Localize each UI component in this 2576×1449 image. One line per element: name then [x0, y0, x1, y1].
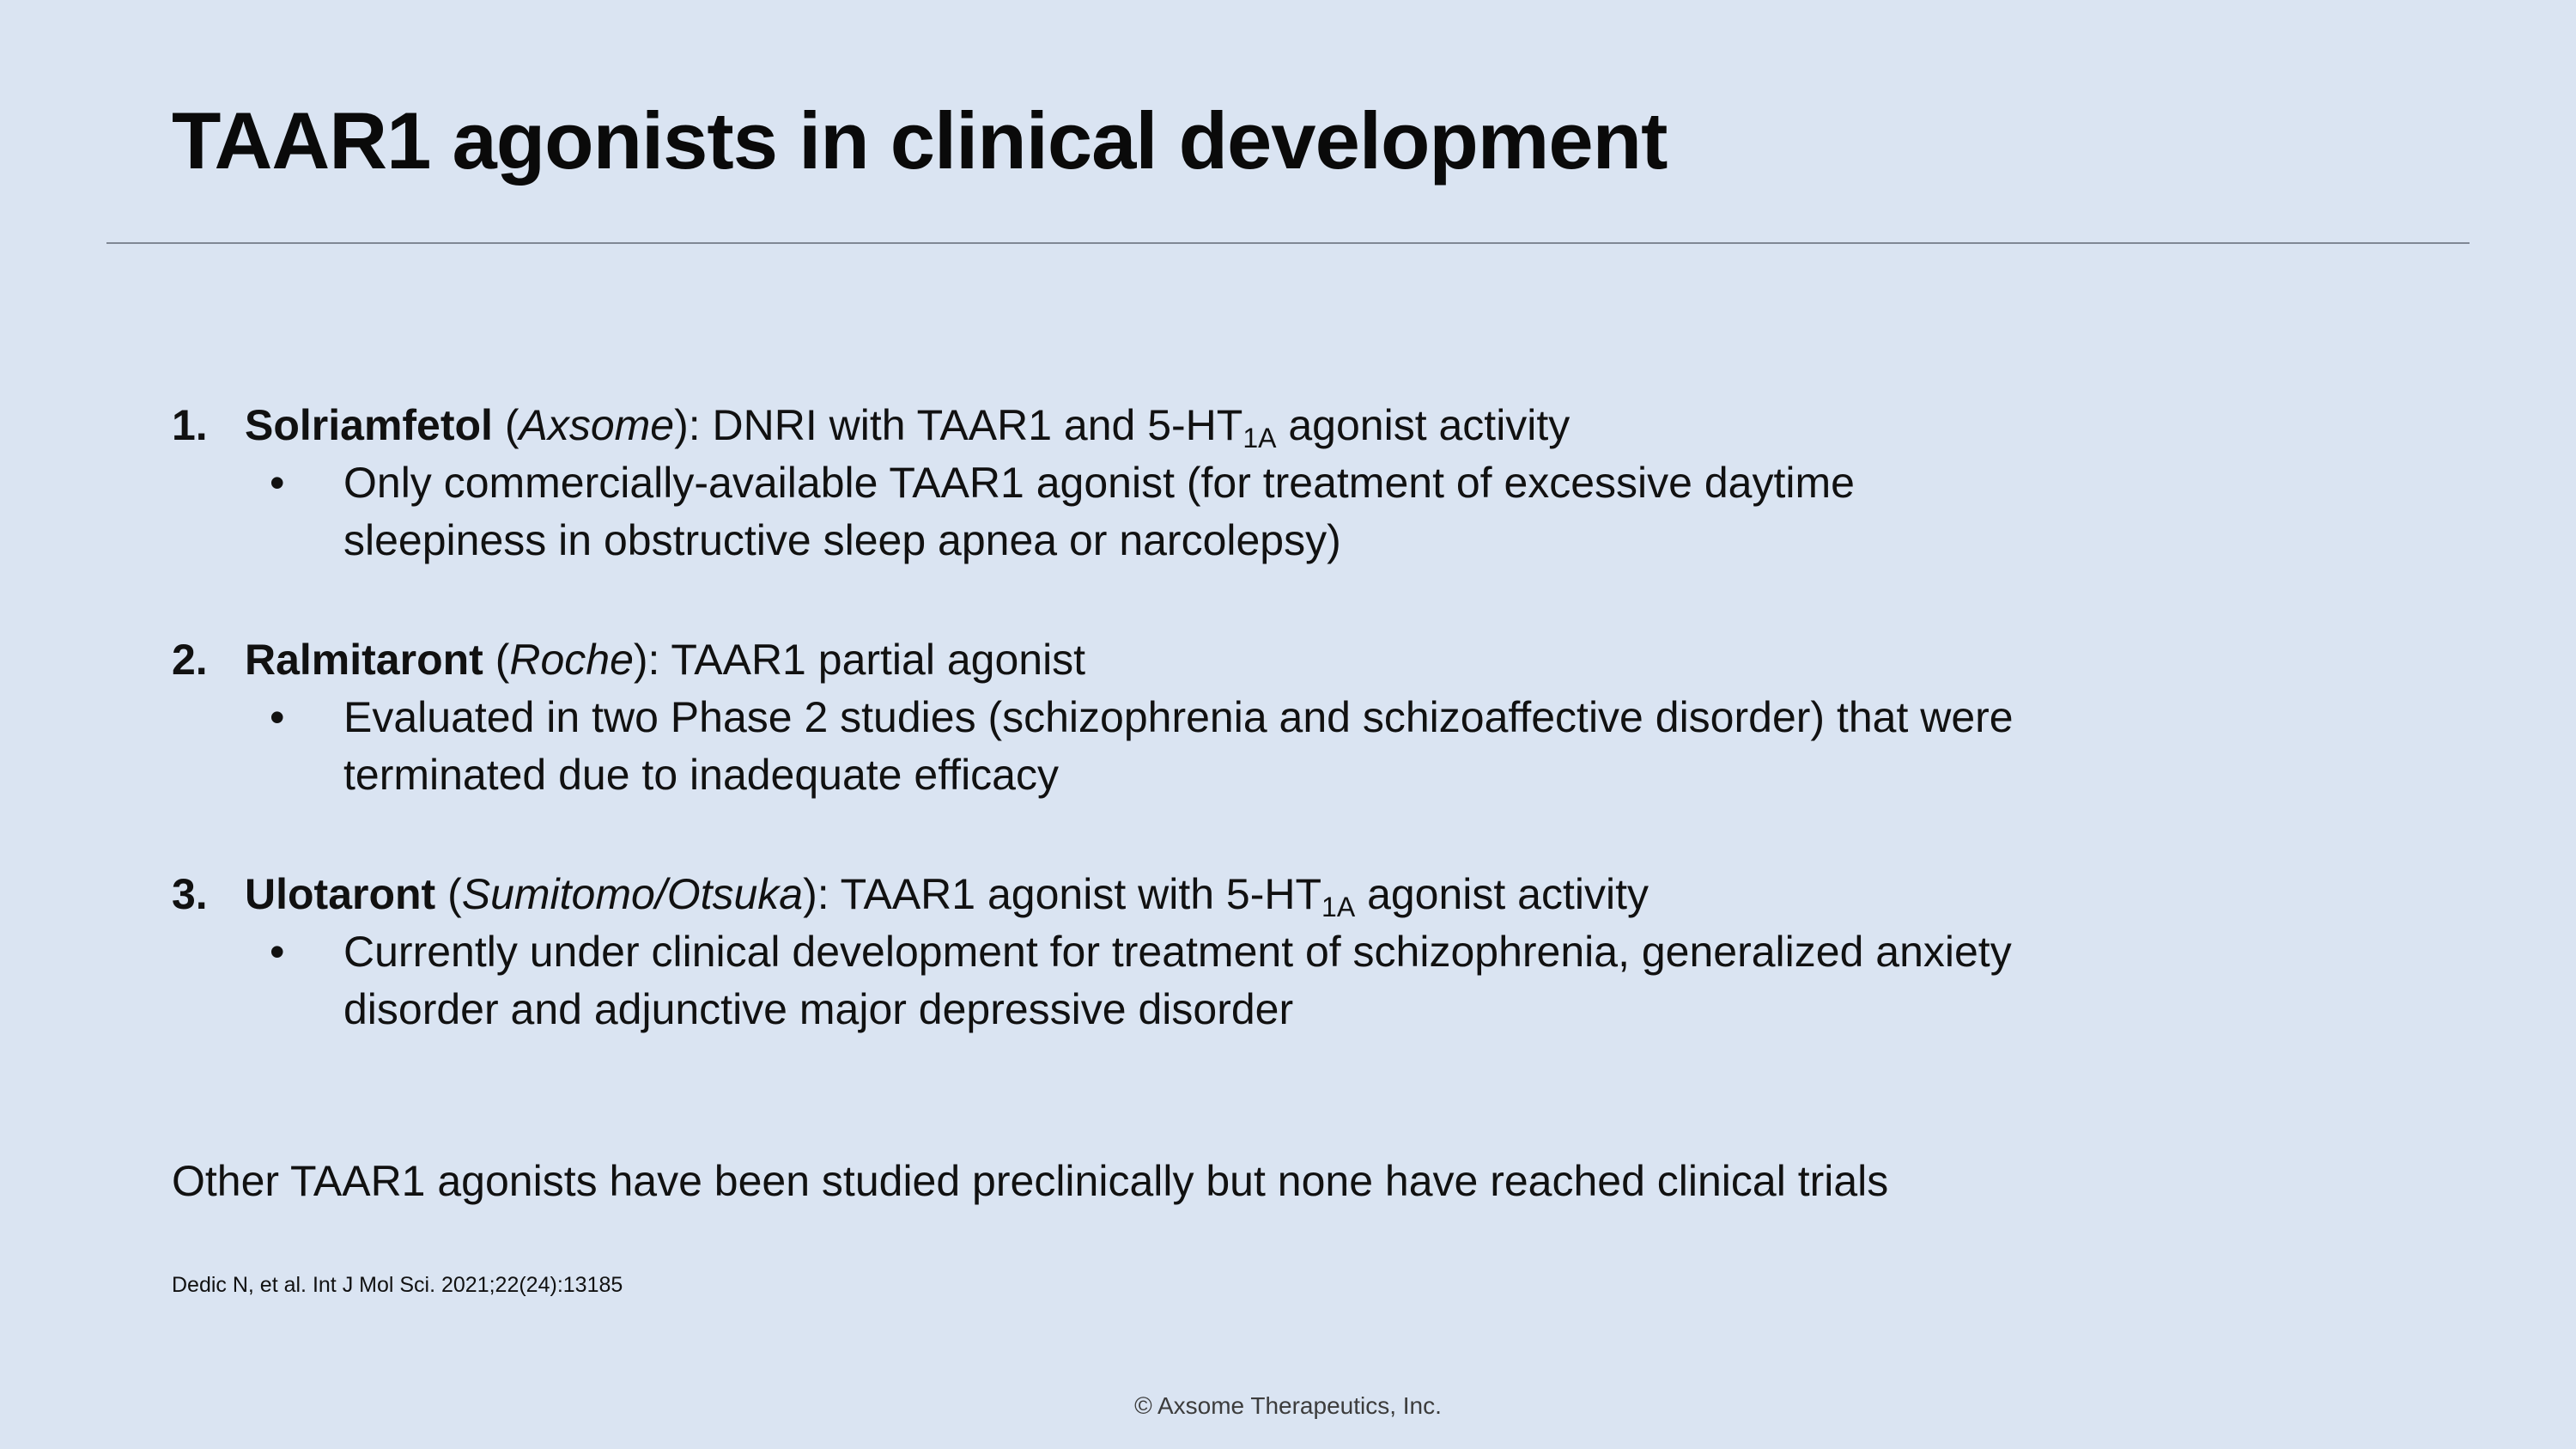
agent-name: Ulotaront [245, 870, 436, 918]
agent-name: Solriamfetol [245, 401, 493, 449]
agent-description: ): TAAR1 partial agonist [633, 636, 1086, 684]
agent-open-paren: ( [492, 401, 519, 449]
agent-item-solriamfetol [172, 397, 2061, 569]
agent-description: ): TAAR1 agonist with 5-HT [803, 870, 1322, 918]
bullet-dot-icon: • [270, 459, 285, 507]
agent-heading [245, 631, 2061, 689]
agent-list [172, 397, 2061, 1100]
agent-description-end: agonist activity [1276, 401, 1571, 449]
agent-bullet [245, 923, 2044, 1038]
slide-title: TAAR1 agonists in clinical development [172, 95, 1668, 186]
agent-open-paren: ( [483, 636, 510, 684]
summary-text: Other TAAR1 agonists have been studied preclinically but none have reached clinical trials [172, 1157, 1889, 1205]
agent-company: Roche [509, 636, 634, 684]
agent-subscript: 1A [1321, 892, 1356, 922]
agent-bullets [245, 689, 2061, 804]
agent-description: ): DNRI with TAAR1 and 5-HT [674, 401, 1243, 449]
agent-bullet [245, 454, 2044, 569]
agent-company: Sumitomo/Otsuka [461, 870, 804, 918]
bullet-text: Currently under clinical development for treatment of schizophrenia, generalized anxiety disorder and adjunctive major depressive disorder [343, 928, 2012, 1033]
bullet-dot-icon: • [270, 928, 285, 976]
agent-item-ralmitaront [172, 631, 2061, 804]
agent-subscript: 1A [1242, 423, 1277, 454]
agent-bullets [245, 454, 2061, 569]
bullet-text: Evaluated in two Phase 2 studies (schizophrenia and schizoaffective disorder) that were terminated due to inadequate efficacy [343, 693, 2014, 799]
title-divider [106, 242, 2470, 244]
bullet-text: Only commercially-available TAAR1 agonist (for treatment of excessive daytime sleepiness in obstructive sleep apnea or narcolepsy) [343, 459, 1855, 564]
agent-company: Axsome [519, 401, 675, 449]
footer-copyright: © Axsome Therapeutics, Inc. [1134, 1392, 1442, 1419]
citation: Dedic N, et al. Int J Mol Sci. 2021;22(24):13185 [172, 1273, 623, 1297]
agent-bullet [245, 689, 2044, 804]
agent-bullets [245, 923, 2061, 1038]
bullet-dot-icon: • [270, 693, 285, 741]
agent-heading [245, 866, 2061, 923]
agent-name: Ralmitaront [245, 636, 483, 684]
agent-description-end: agonist activity [1355, 870, 1649, 918]
agent-number: 3. [172, 870, 208, 918]
agent-heading [245, 397, 2061, 454]
agent-number: 2. [172, 636, 208, 684]
agent-number: 1. [172, 401, 208, 449]
agent-open-paren: ( [435, 870, 462, 918]
agent-item-ulotaront [172, 866, 2061, 1038]
